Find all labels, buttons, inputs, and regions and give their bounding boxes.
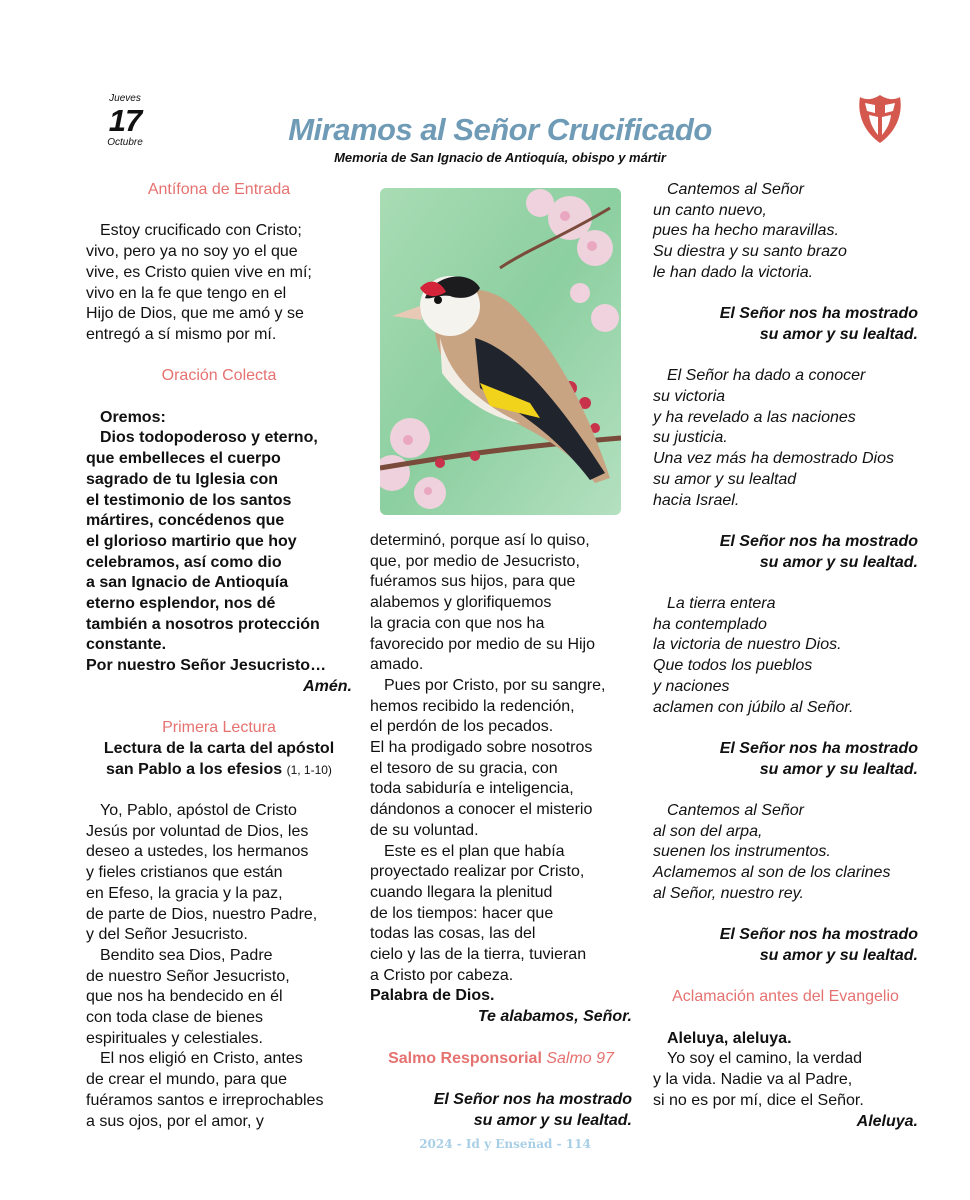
lectura-title-line2 [86, 760, 352, 781]
salmo-refrain: su amor y su lealtad. [759, 946, 918, 964]
stanza-line: su victoria [653, 388, 726, 405]
stanza-line: su amor y su lealtad [653, 470, 797, 488]
antifona-line: Estoy crucificado con Cristo; [100, 222, 302, 240]
colecta-line: que embelleces el cuerpo [86, 450, 281, 468]
lectura-line: Bendito sea Dios, Padre [100, 946, 273, 964]
lectura-line: de su voluntad. [370, 821, 479, 839]
goldfinch-photo [380, 188, 621, 515]
lectura-title: Lectura de la carta del apóstol [103, 739, 335, 757]
heart-shield-logo-icon [857, 93, 903, 145]
stanza-line: y ha revelado a las naciones [653, 408, 856, 426]
colecta-line: a san Ignacio de Antioquía [86, 574, 289, 592]
day-number: 17 [108, 103, 142, 138]
stanza-line: hacia Israel. [653, 491, 740, 509]
colecta-line: el glorioso martirio que hoy [86, 532, 297, 550]
lectura-line: proyectado realizar por Cristo, [370, 863, 585, 881]
salmo-refrain: El Señor nos ha mostrado [433, 1090, 632, 1108]
lectura-line: amado. [370, 656, 424, 674]
stanza-line: al son del arpa, [653, 822, 763, 840]
salmo-refrain: El Señor nos ha mostrado [719, 739, 918, 757]
column-middle [370, 531, 632, 1131]
page-footer: 2024 - Id y Enseñad - 114 [419, 1137, 591, 1151]
weekday: Jueves [109, 93, 141, 104]
lectura-line: deseo a ustedes, los hermanos [86, 843, 309, 861]
colecta-line: eterno esplendor, nos dé [86, 595, 276, 613]
lectura-line: fuéramos santos e irreprochables [86, 1091, 324, 1109]
goldfinch-bird-illustration-icon [380, 188, 621, 515]
lectura-line: en Efeso, la gracia y la paz, [86, 884, 283, 902]
lectura-line: a sus ojos, por el amor, y [86, 1112, 264, 1130]
aclamacion-line: y la vida. Nadie va al Padre, [653, 1071, 853, 1089]
colecta-line: Dios todopoderoso y eterno, [100, 429, 318, 447]
stanza-line: Su diestra y su santo brazo [653, 243, 847, 261]
stanza-line: La tierra entera [667, 595, 776, 612]
lectura-title: san Pablo a los efesios [106, 760, 283, 778]
antifona-line: vivo en la fe que tengo en el [86, 284, 287, 302]
lectura-line: alabemos y glorifiquemos [370, 594, 552, 612]
colecta-line: Por nuestro Señor Jesucristo… [86, 657, 327, 675]
stanza-line: su justicia. [653, 429, 728, 447]
antifona-line: entregó a sí mismo por mí. [86, 325, 277, 343]
lectura-line: la gracia con que nos ha [370, 614, 545, 632]
stanza-line: suenen los instrumentos. [653, 843, 831, 861]
colecta-amen: Amén. [303, 677, 352, 695]
month: Octubre [107, 137, 143, 148]
lectura-line: dándonos a conocer el misterio [370, 801, 593, 819]
stanza-line: Una vez más ha demostrado Dios [653, 450, 894, 468]
salmo-refrain: su amor y su lealtad. [759, 553, 918, 571]
aclamacion-end: Aleluya. [856, 1112, 918, 1130]
stanza-line: Cantemos al Señor [667, 181, 804, 198]
column-left [86, 180, 352, 1132]
colecta-line: constante. [86, 636, 167, 654]
lectura-response: Te alabamos, Señor. [477, 1008, 632, 1026]
lectura-line: todas las cosas, las del [370, 925, 536, 943]
column-right [653, 180, 918, 1132]
lectura-line: favorecido por medio de su Hijo [370, 635, 596, 653]
lectura-heading: Primera Lectura [162, 719, 276, 737]
lectura-line: Pues por Cristo, por su sangre, [384, 676, 606, 694]
lectura-line: cuando llegara la plenitud [370, 883, 553, 901]
page-title: Miramos al Señor Crucificado [288, 112, 712, 147]
colecta-line: Oremos: [100, 408, 166, 426]
date-block [96, 93, 154, 149]
lectura-line: espirituales y celestiales. [86, 1029, 263, 1047]
salmo-refrain: su amor y su lealtad. [759, 325, 918, 343]
stanza-line: Cantemos al Señor [667, 802, 804, 819]
lectura-line: El nos eligió en Cristo, antes [100, 1050, 303, 1068]
salmo-refrain: El Señor nos ha mostrado [719, 532, 918, 550]
salmo-heading [370, 1049, 632, 1070]
aclamacion-line: si no es por mí, dice el Señor. [653, 1091, 864, 1109]
stanza-line: ha contemplado [653, 615, 767, 633]
salmo-refrain: su amor y su lealtad. [473, 1111, 632, 1129]
stanza-line: Que todos los pueblos [653, 657, 813, 675]
stanza-line: un canto nuevo, [653, 201, 767, 219]
salmo-reference: Salmo 97 [546, 1049, 614, 1067]
lectura-reference: (1, 1-10) [286, 762, 332, 777]
lectura-line: de los tiempos: hacer que [370, 904, 554, 922]
lectura-line: de crear el mundo, para que [86, 1071, 288, 1089]
colecta-line: sagrado de tu Iglesia con [86, 470, 279, 488]
stanza-line: pues ha hecho maravillas. [653, 222, 839, 240]
antifona-heading: Antífona de Entrada [147, 181, 291, 198]
salmo-title: Salmo Responsorial [388, 1049, 542, 1067]
lectura-line: que, por medio de Jesucristo, [370, 552, 580, 570]
palabra-de-dios: Palabra de Dios. [370, 987, 495, 1005]
lectura-line: con toda clase de bienes [86, 1009, 264, 1027]
page-subtitle: Memoria de San Ignacio de Antioquía, obispo y mártir [334, 150, 666, 165]
lectura-line: el perdón de los pecados. [370, 718, 554, 736]
stanza-line: al Señor, nuestro rey. [653, 884, 804, 902]
lectura-line: El ha prodigado sobre nosotros [370, 739, 593, 757]
salmo-refrain: su amor y su lealtad. [759, 760, 918, 778]
lectura-line: fuéramos sus hijos, para que [370, 573, 576, 591]
salmo-refrain: El Señor nos ha mostrado [719, 305, 918, 323]
antifona-line: vivo, pero ya no soy yo el que [86, 243, 298, 261]
lectura-line: cielo y las de la tierra, tuvieran [370, 946, 587, 964]
colecta-line: también a nosotros protección [86, 615, 320, 633]
lectura-line: y del Señor Jesucristo. [86, 926, 248, 944]
lectura-line: de nuestro Señor Jesucristo, [86, 967, 290, 985]
aclamacion-heading: Aclamación antes del Evangelio [672, 988, 899, 1006]
lectura-line: Jesús por voluntad de Dios, les [86, 822, 309, 840]
lectura-line: a Cristo por cabeza. [370, 966, 514, 984]
lectura-line: Yo, Pablo, apóstol de Cristo [100, 802, 297, 820]
colecta-line: celebramos, así como dio [86, 553, 282, 571]
lectura-line: toda sabiduría e inteligencia, [370, 780, 574, 798]
stanza-line: le han dado la victoria. [653, 263, 814, 281]
antifona-line: Hijo de Dios, que me amó y se [86, 305, 304, 323]
salmo-refrain: El Señor nos ha mostrado [719, 926, 918, 944]
lectura-line: y fieles cristianos que están [86, 864, 283, 882]
lectura-line: Este es el plan que había [384, 842, 565, 860]
lectura-line: determinó, porque así lo quiso, [370, 532, 590, 549]
aclamacion-aleluya: Aleluya, aleluya. [667, 1029, 792, 1047]
colecta-line: mártires, concédenos que [86, 512, 285, 530]
antifona-line: vive, es Cristo quien vive en mí; [86, 263, 312, 281]
lectura-line: hemos recibido la redención, [370, 697, 575, 715]
stanza-line: El Señor ha dado a conocer [667, 367, 866, 385]
colecta-line: el testimonio de los santos [86, 491, 292, 509]
lectura-line: de parte de Dios, nuestro Padre, [86, 905, 318, 923]
stanza-line: y naciones [653, 677, 730, 695]
aclamacion-line: Yo soy el camino, la verdad [667, 1050, 863, 1068]
lectura-line: el tesoro de su gracia, con [370, 759, 558, 777]
stanza-line: Aclamemos al son de los clarines [653, 864, 891, 882]
colecta-heading: Oración Colecta [161, 367, 277, 385]
stanza-line: aclamen con júbilo al Señor. [653, 698, 854, 716]
lectura-line: que nos ha bendecido en él [86, 988, 283, 1006]
stanza-line: la victoria de nuestro Dios. [653, 636, 842, 654]
